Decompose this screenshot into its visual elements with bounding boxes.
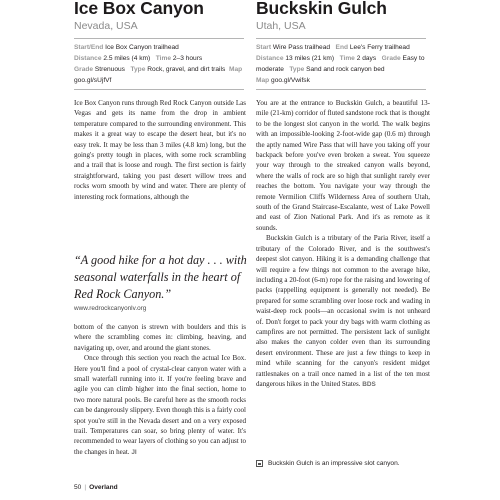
page-number: 50 [74, 484, 82, 491]
map-link[interactable]: goo.gl/sUjfVf [74, 77, 112, 84]
left-paragraph-2: bottom of the canyon is strewn with boulders and this is where the scrambling comes in: climbing, heaving, and navigating up, over, and around the giant stones. [74, 323, 246, 352]
right-info-row-start [256, 42, 426, 53]
end-value: Lee's Ferry trailhead [349, 44, 410, 51]
left-info-row-grade [74, 64, 244, 86]
left-paragraph-3-text: Once through this section you reach the actual Ice Box. Here you'll find a pool of crystal-clear canyon water with a small waterfall running into it. If you're feeling brave and agile you can climb higher into the final section, home to two more natural pools. Be careful here as the smooth rocks can be dangerously slippery. Even though this is a fairly cool spot you're still in the Nevada desert and on a very exposed trail. Temperatures can soar, so bring plenty of water. It's recommended to wear layers of clothing so you can adjust to the changes in heat. [74, 354, 246, 456]
map-label: Map [256, 77, 270, 84]
photo-caption [256, 460, 400, 467]
grade-value: Easy to moderate [256, 55, 425, 73]
right-paragraph-2-text: Buckskin Gulch is a tributary of the Paria River, itself a tributary of the Colorado River, and is the southwest's deepest slot canyon. Hiking it is a demanding challenge that will require a few things not common to the average hike, including a 20-foot (6-m) rope for the raising and lowering of packs (rappelling equipment is generally not needed). Be prepared for some scrambling over loose rock and wading in waist-deep rock pools—an occasional swim is not unheard of. Don't forget to pack your dry bags with warm clothing as campfires are not permitted. The persistent lack of sunlight also makes the canyon colder even than its surrounding desert environment. These are just a few things to keep in mind while scanning for the canyon's resident midget rattlesnakes on a trail once named in a list of the ten most dangerous hikes in the United States. [256, 234, 430, 388]
right-info-row-distance [256, 53, 426, 75]
photo-caption-text: Buckskin Gulch is an impressive slot canyon. [268, 460, 400, 467]
left-paragraph-1: Ice Box Canyon runs through Red Rock Canyon outside Las Vegas and gets its name from the drop in ambient temperature compared to the surrounding environment. This makes it a great way to escape the desert heat, but it's no easy trek. It may be less than 3 miles (4.8 km) long, but the going's pretty tough in places, with some rock scrambling and a trail that is loose and rough. The first section is fairly straightforward, taking you past desert willow trees and rocks worn smooth by wind and water. There are plenty of interesting rock formations, although the [74, 99, 246, 201]
time-value: 2–3 hours [172, 55, 203, 62]
start-end-label: Start/End [74, 44, 104, 51]
right-article [256, 0, 426, 32]
section-name: Overland [89, 484, 118, 491]
distance-value: 2.5 miles (4 km) [103, 55, 151, 62]
right-info-box [256, 38, 426, 90]
start-end-value: Ice Box Canyon trailhead [105, 44, 179, 51]
time-label: Time [155, 55, 172, 62]
left-author-credit: JI [131, 448, 137, 456]
camera-icon [256, 460, 263, 467]
time-value: 2 days [356, 55, 377, 62]
grade-label: Grade [381, 55, 401, 62]
left-info-row-start [74, 42, 244, 53]
start-label: Start [256, 44, 272, 51]
left-article-title: Ice Box Canyon [74, 0, 204, 18]
left-info-box [74, 38, 244, 90]
map-link[interactable]: goo.gl/Vwifsk [271, 77, 310, 84]
footer-separator: | [84, 484, 87, 491]
type-value: Sand and rock canyon bed [306, 66, 385, 73]
left-body-bottom [74, 322, 246, 458]
right-paragraph-1: You are at the entrance to Buckskin Gulch, a beautiful 13-mile (21-km) corridor of fluted sandstone rock that is thought to be the longest slot canyon in the world. The walk begins with an impossible-looking 2-foot-wide gap (0.6 m) through the aptly named Wire Pass that will have you taking off your backpack before you've even broken a sweat. You squeeze your way through to the streaked canyon walls beyond, where the walls of rock are so high that sunlight rarely ever reaches the bottom. You navigate your way through the remote Vermilion Cliffs Wilderness Area of southern Utah, south of the Grand Staircase-Escalante, west of Lake Powell and east of Zion National Park. And it's as remote as it sounds. [256, 99, 430, 232]
right-info-row-map [256, 75, 426, 86]
page-footer [74, 484, 118, 491]
right-paragraph-2 [256, 233, 430, 390]
type-label: Type [130, 66, 146, 73]
end-label: End [335, 44, 349, 51]
left-paragraph-3 [74, 353, 246, 458]
left-article-location: Nevada, USA [74, 20, 138, 32]
left-body-top [74, 98, 246, 202]
distance-value: 13 miles (21 km) [285, 55, 335, 62]
distance-label: Distance [256, 55, 284, 62]
pull-quote: “A good hike for a hot day . . . with seasonal waterfalls in the heart of Red Rock Canyon.” [74, 253, 247, 301]
grade-value: Strenuous [94, 66, 125, 73]
pull-quote-url[interactable]: www.redrockcanyonlv.org [74, 305, 147, 312]
time-label: Time [339, 55, 355, 62]
type-value: Rock, gravel, and dirt trails [147, 66, 226, 73]
map-label: Map [228, 66, 243, 73]
right-article-location: Utah, USA [256, 20, 306, 32]
distance-label: Distance [74, 55, 102, 62]
type-label: Type [289, 66, 305, 73]
left-info-row-distance [74, 53, 244, 64]
right-body [256, 98, 430, 390]
start-value: Wire Pass trailhead [272, 44, 331, 51]
grade-label: Grade [74, 66, 94, 73]
right-article-title: Buckskin Gulch [256, 0, 387, 18]
right-author-credit: BDS [362, 380, 376, 388]
left-article [74, 0, 244, 32]
